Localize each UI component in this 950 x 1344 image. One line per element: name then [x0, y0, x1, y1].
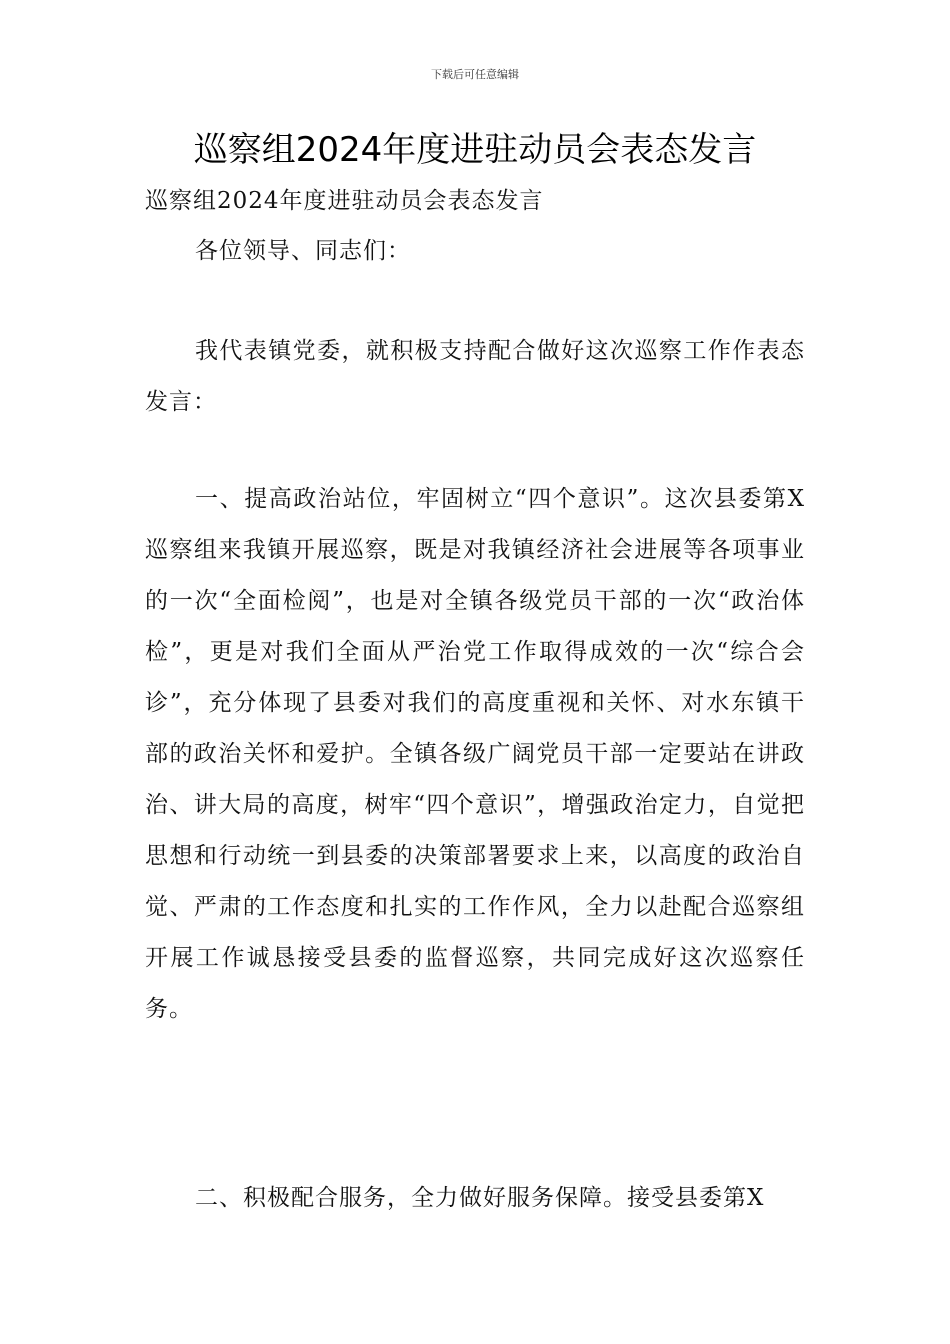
header-note: 下载后可任意编辑: [431, 68, 519, 81]
paragraph-section-two: 二、积极配合服务，全力做好服务保障。接受县委第X: [195, 1185, 765, 1211]
paragraph-section-one: 一、提高政治站位，牢固树立“四个意识”。这次县委第X巡察组来我镇开展巡察，既是对我镇经济社会进展等各项事业的一次“全面检阅”，也是对全镇各级党员干部的一次“政治体检”，更是对我们全面从严治党工作取得成效的一次“综合会诊”，充分体现了县委对我们的高度重视和关怀、对水东镇干部的政治关怀和爱护。全镇各级广阔党员干部一定要站在讲政治、讲大局的高度，树牢“四个意识”，增强政治定力，自觉把思想和行动统一到县委的决策部署要求上来，以高度的政治自觉、严肃的工作态度和扎实的工作作风，全力以赴配合巡察组开展工作诚恳接受县委的监督巡察，共同完成好这次巡察任务。: [145, 486, 805, 1022]
paragraph-intro: 我代表镇党委，就积极支持配合做好这次巡察工作作表态发言：: [145, 338, 805, 415]
greeting: 各位领导、同志们：: [195, 238, 411, 264]
document-title: 巡察组2024年度进驻动员会表态发言: [193, 130, 757, 170]
document-subtitle: 巡察组2024年度进驻动员会表态发言: [145, 188, 544, 214]
